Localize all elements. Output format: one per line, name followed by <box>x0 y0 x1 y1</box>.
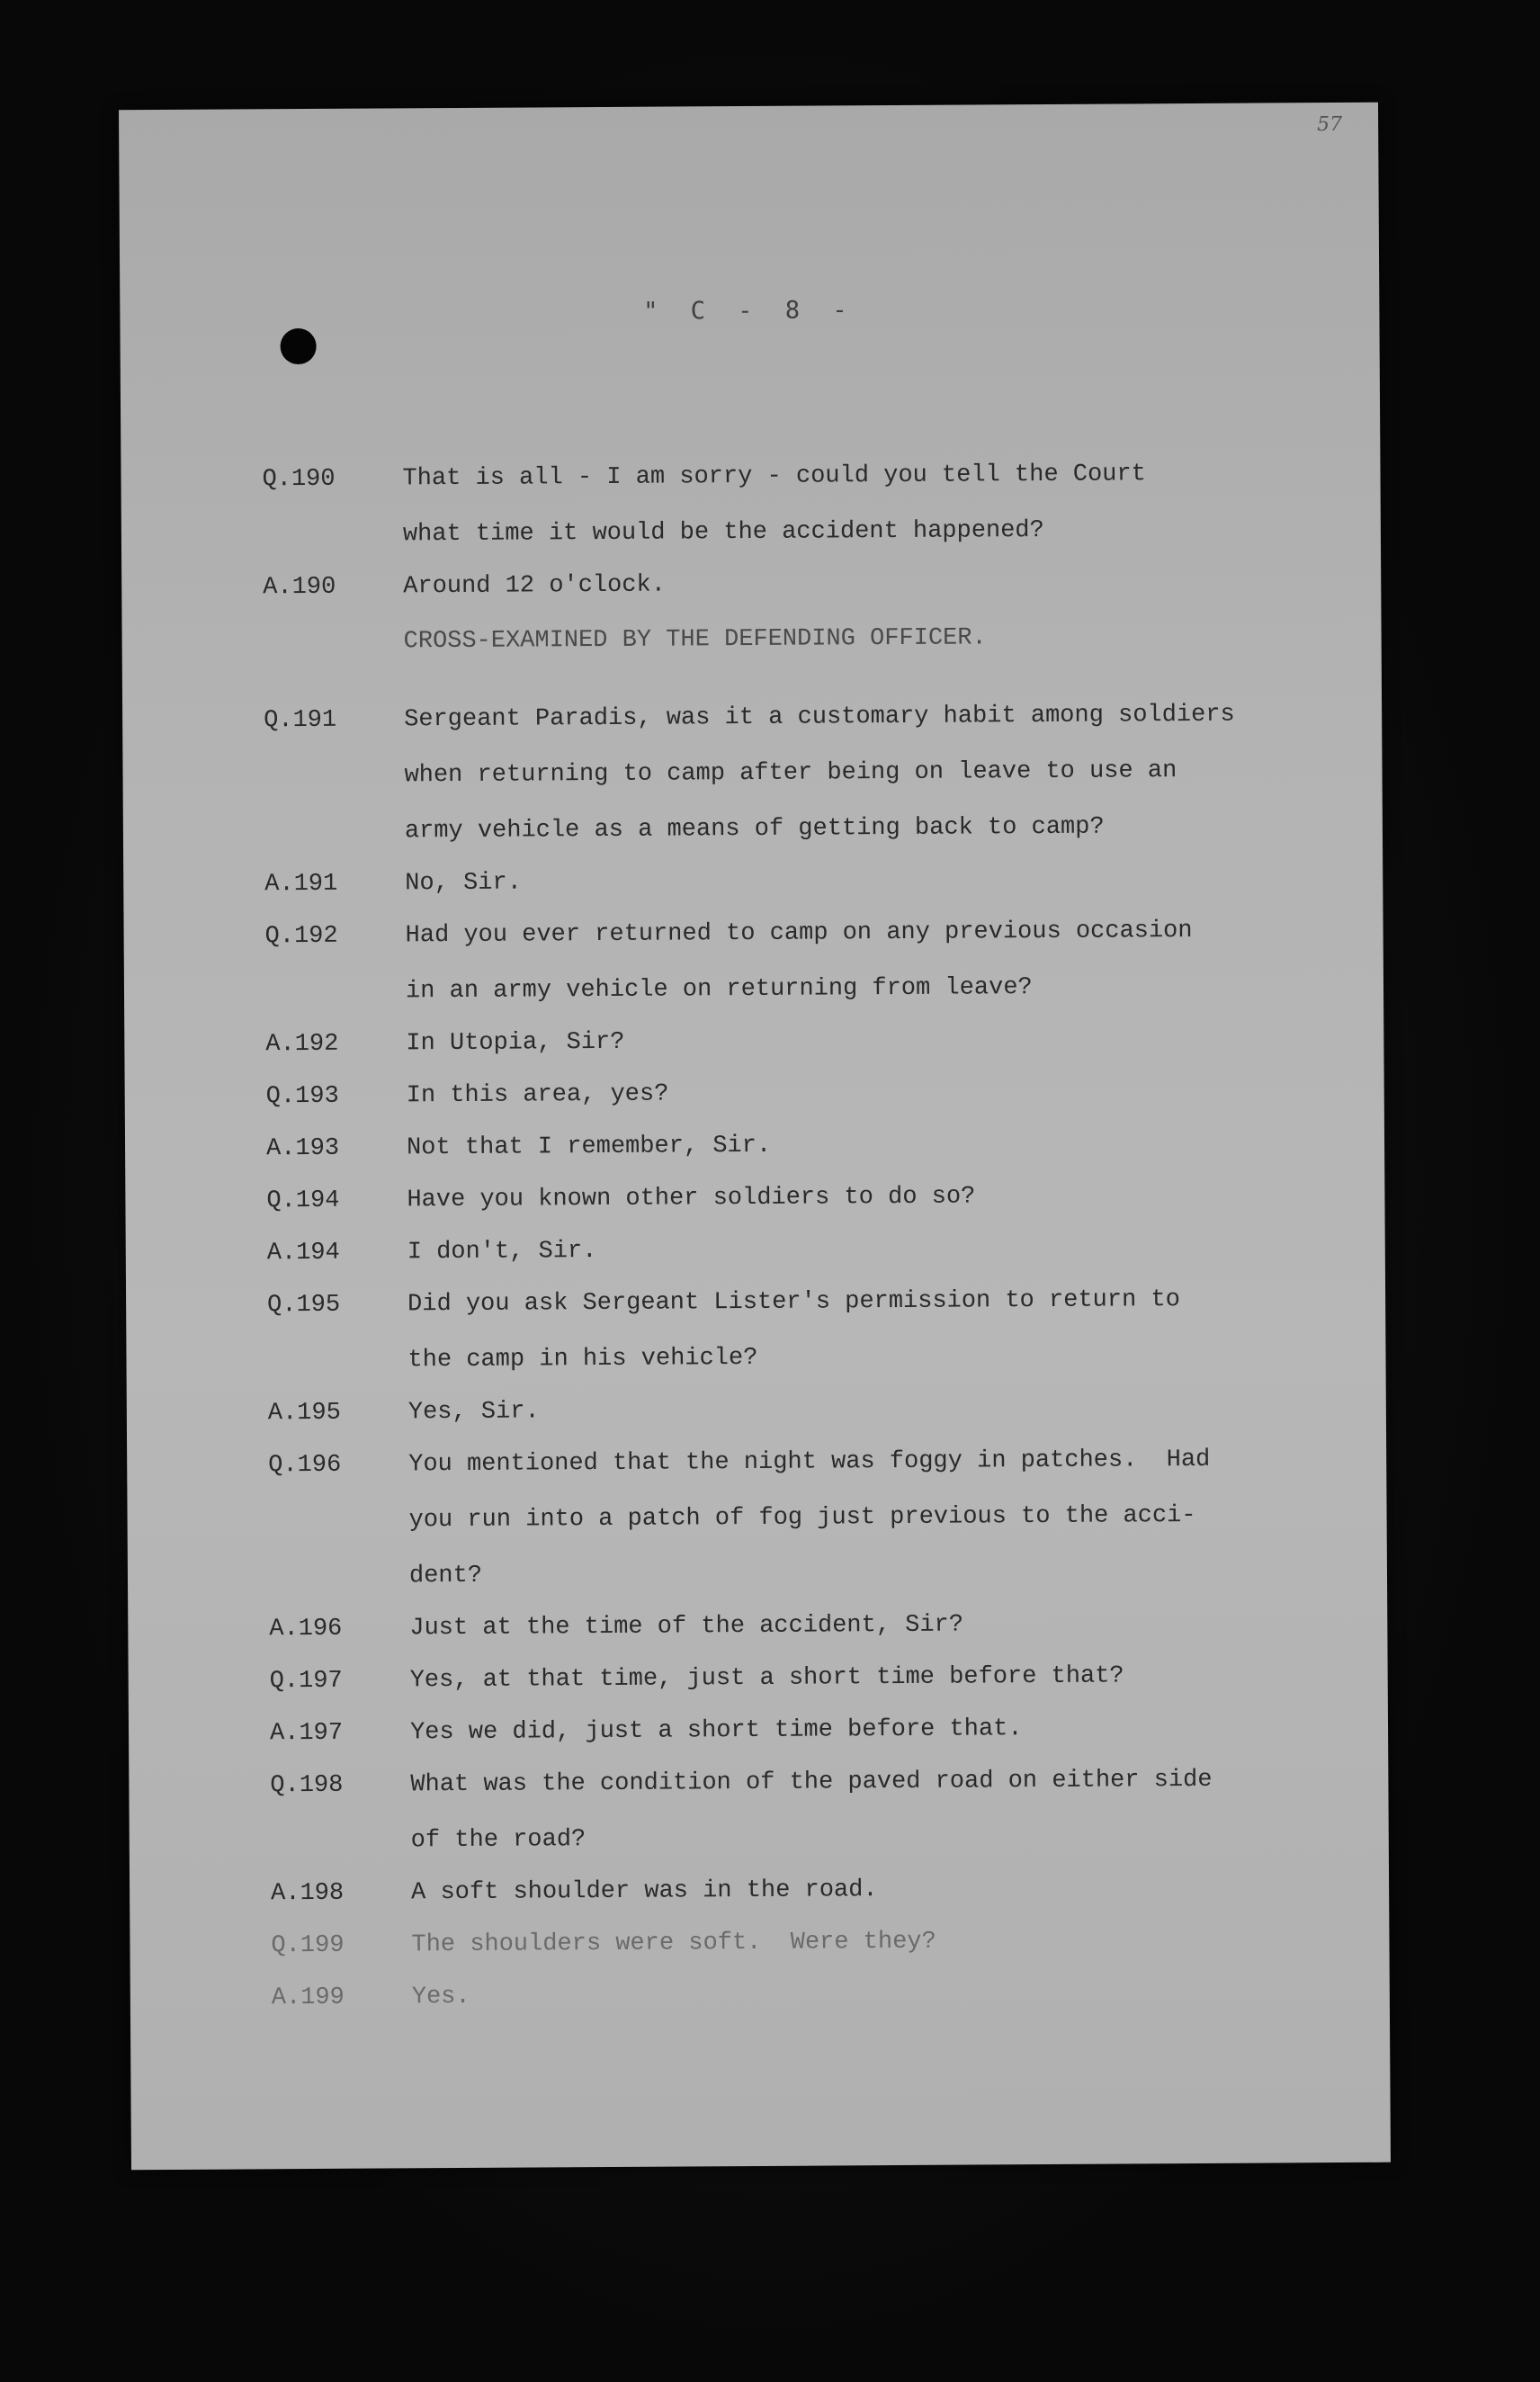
entry-text: You mentioned that the night was foggy in patches. Had <box>408 1446 1211 1479</box>
entry-number: Q.194 <box>266 1187 340 1215</box>
entry-text: the camp in his vehicle? <box>407 1344 758 1375</box>
entry-text: In this area, yes? <box>406 1080 669 1110</box>
entry-number: A.190 <box>263 573 336 602</box>
entry-text: No, Sir. <box>405 869 522 898</box>
entry-number: A.197 <box>269 1719 344 1748</box>
entry-text: when returning to camp after being on leave to use an <box>404 757 1177 790</box>
entry-text: That is all - I am sorry - could you tell the Court <box>402 461 1146 493</box>
section-heading: CROSS-EXAMINED BY THE DEFENDING OFFICER. <box>403 624 987 656</box>
entry-number: Q.193 <box>265 1082 339 1111</box>
entry-text: what time it would be the accident happened? <box>402 517 1044 549</box>
entry-text: Sergeant Paradis, was it a customary habit among soldiers <box>404 701 1235 734</box>
punch-hole <box>281 328 317 364</box>
entry-text: you run into a patch of fog just previous to the acci- <box>408 1501 1196 1535</box>
entry-text: Yes. <box>411 1983 470 2011</box>
entry-text: Had you ever returned to camp on any previous occasion <box>405 918 1193 950</box>
entry-number: Q.196 <box>268 1451 342 1480</box>
entry-number: A.199 <box>271 1984 345 2012</box>
entry-text: Have you known other soldiers to do so? <box>407 1183 976 1214</box>
page-heading: " C - 8 - <box>643 296 856 326</box>
entry-text: in an army vehicle on returning from leave? <box>405 974 1033 1006</box>
entry-number: A.191 <box>264 870 338 899</box>
entry-text: A soft shoulder was in the road. <box>411 1876 878 1907</box>
entry-number: Q.190 <box>262 465 336 494</box>
entry-text: Did you ask Sergeant Lister's permission to return to <box>407 1286 1180 1319</box>
entry-text: dent? <box>408 1562 483 1590</box>
entry-number: Q.197 <box>269 1667 343 1696</box>
entry-text: In Utopia, Sir? <box>406 1028 625 1058</box>
entry-text: Around 12 o'clock. <box>403 571 666 601</box>
entry-number: Q.191 <box>264 706 337 735</box>
entry-number: Q.195 <box>267 1291 341 1320</box>
entry-number: Q.192 <box>264 922 338 951</box>
entry-number: A.193 <box>265 1134 340 1163</box>
entry-number: A.198 <box>271 1879 345 1908</box>
entry-number: Q.199 <box>271 1931 345 1960</box>
entry-number: A.192 <box>265 1030 339 1059</box>
entry-number: A.194 <box>266 1239 340 1267</box>
entry-text: Yes, at that time, just a short time before that? <box>409 1662 1124 1695</box>
folio-number: 57 <box>1317 112 1343 137</box>
entry-number: A.196 <box>269 1615 343 1643</box>
entry-text: The shoulders were soft. Were they? <box>411 1928 936 1959</box>
entry-text: What was the condition of the paved road on either side <box>410 1766 1213 1799</box>
entry-text: Yes, Sir. <box>407 1398 540 1427</box>
entry-text: of the road? <box>410 1826 586 1855</box>
entry-text: I don't, Sir. <box>407 1238 597 1267</box>
entry-number: A.195 <box>267 1399 341 1428</box>
entry-text: Not that I remember, Sir. <box>406 1132 772 1162</box>
entry-number: Q.198 <box>270 1771 344 1800</box>
entry-text: Yes we did, just a short time before that. <box>409 1715 1023 1747</box>
entry-text: Just at the time of the accident, Sir? <box>409 1611 964 1643</box>
entry-text: army vehicle as a means of getting back to camp? <box>404 813 1105 846</box>
typed-page <box>119 103 1391 2171</box>
